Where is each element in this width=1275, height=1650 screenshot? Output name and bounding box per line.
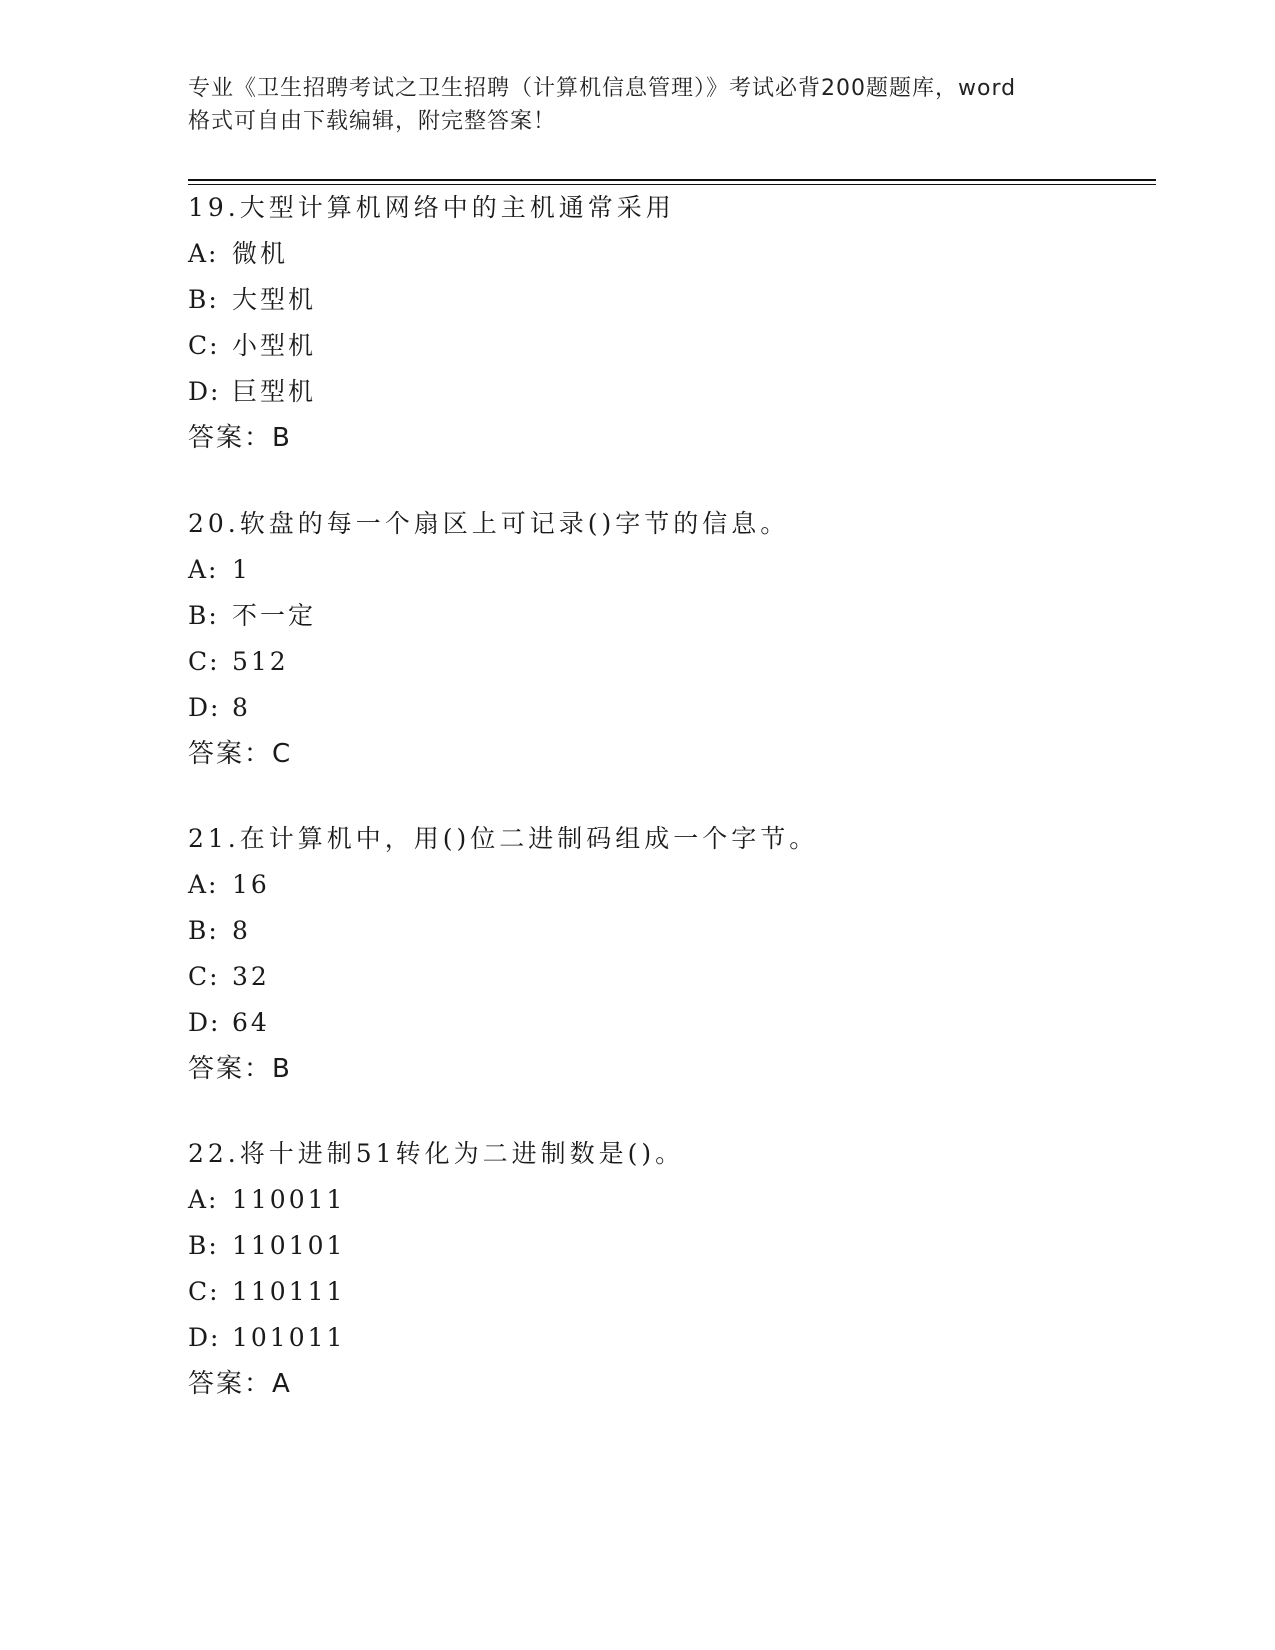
option-label: A: — [188, 555, 219, 584]
header-divider-thick — [188, 179, 1156, 181]
option-text: 大型机 — [232, 285, 317, 314]
option-text: 512 — [232, 647, 289, 676]
option-text: 110011 — [232, 1185, 346, 1214]
answer-line: 答案：C — [188, 739, 293, 769]
option-a — [188, 554, 1148, 600]
option-label: D: — [188, 1008, 221, 1037]
option-b — [188, 915, 1148, 961]
option-text: 64 — [232, 1008, 270, 1037]
option-label: D: — [188, 1323, 221, 1352]
question-block — [188, 1138, 1148, 1414]
option-d — [188, 1007, 1148, 1053]
option-label: B: — [188, 916, 219, 945]
option-b — [188, 284, 1148, 330]
option-label: A: — [188, 1185, 219, 1214]
option-text: 110101 — [232, 1231, 346, 1260]
option-d — [188, 376, 1148, 422]
option-label: D: — [188, 377, 221, 406]
option-label: A: — [188, 239, 219, 268]
option-text: 8 — [232, 693, 251, 722]
option-text: 微机 — [232, 239, 289, 268]
option-a — [188, 1184, 1148, 1230]
option-label: C: — [188, 331, 220, 360]
question-title: 19.大型计算机网络中的主机通常采用 — [188, 193, 675, 222]
option-label: B: — [188, 285, 219, 314]
option-text: 8 — [232, 916, 251, 945]
answer-line: 答案：A — [188, 1369, 292, 1399]
question-block — [188, 508, 1148, 784]
option-text: 小型机 — [232, 331, 317, 360]
option-b — [188, 1230, 1148, 1276]
option-c — [188, 330, 1148, 376]
option-c — [188, 961, 1148, 1007]
question-block — [188, 823, 1148, 1099]
option-label: C: — [188, 647, 220, 676]
option-text: 不一定 — [232, 601, 317, 630]
option-label: B: — [188, 601, 219, 630]
option-label: B: — [188, 1231, 219, 1260]
header-line-1: 专业《卫生招聘考试之卫生招聘（计算机信息管理）》考试必背200题题库，word — [188, 76, 1017, 101]
option-label: A: — [188, 870, 219, 899]
option-b — [188, 600, 1148, 646]
question-title: 21.在计算机中，用()位二进制码组成一个字节。 — [188, 824, 819, 853]
option-a — [188, 238, 1148, 284]
option-label: C: — [188, 1277, 220, 1306]
option-text: 16 — [232, 870, 270, 899]
option-label: D: — [188, 693, 221, 722]
option-d — [188, 692, 1148, 738]
option-c — [188, 646, 1148, 692]
option-text: 1 — [232, 555, 251, 584]
option-text: 101011 — [232, 1323, 346, 1352]
option-label: C: — [188, 962, 220, 991]
answer-line: 答案：B — [188, 1054, 292, 1084]
option-text: 110111 — [232, 1277, 346, 1306]
document-header — [188, 72, 1088, 138]
option-d — [188, 1322, 1148, 1368]
option-text: 32 — [232, 962, 270, 991]
option-a — [188, 869, 1148, 915]
header-divider-thin — [188, 184, 1156, 185]
question-title: 20.软盘的每一个扇区上可记录()字节的信息。 — [188, 509, 790, 538]
question-title: 22.将十进制51转化为二进制数是()。 — [188, 1139, 685, 1168]
option-text: 巨型机 — [232, 377, 317, 406]
option-c — [188, 1276, 1148, 1322]
header-line-2: 格式可自由下载编辑，附完整答案！ — [188, 109, 557, 134]
answer-line: 答案：B — [188, 423, 292, 453]
question-block — [188, 192, 1148, 468]
